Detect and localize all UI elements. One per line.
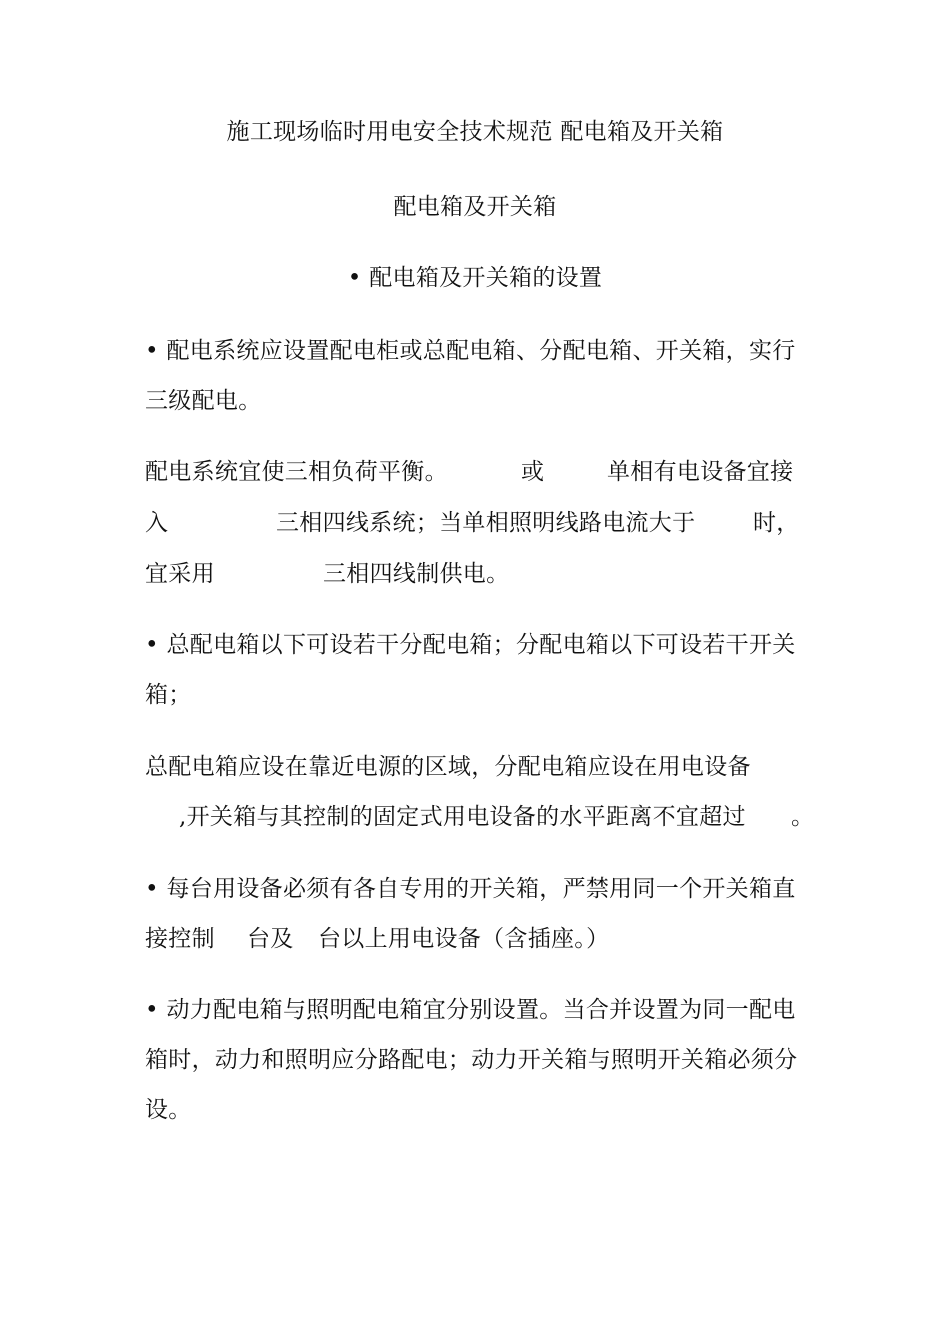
paragraph-2-line-1-part-2: 或 <box>521 459 545 485</box>
paragraph-4-line-2-part-2: 。 <box>791 804 815 830</box>
paragraph-2-line-3-part-2: 三相四线制供电。 <box>323 561 510 587</box>
paragraph-2-line-2 <box>145 508 825 538</box>
paragraph-2-line-3 <box>145 559 825 589</box>
paragraph-2-line-2-part-3: 时， <box>753 510 800 536</box>
paragraph-5-line-2-part-1: 接控制 <box>145 926 215 952</box>
paragraph-2-line-2-part-2: 三相四线系统；当单相照明线路电流大于 <box>276 510 696 536</box>
paragraph-1-line-1: • 配电系统应设置配电柜或总配电箱、分配电箱、开关箱，实行 <box>145 338 796 364</box>
document-subtitle: 配电箱及开关箱 <box>393 194 557 220</box>
paragraph-6-line-3: 设。 <box>145 1097 192 1123</box>
document-title: 施工现场临时用电安全技术规范 配电箱及开关箱 <box>226 119 724 145</box>
paragraph-4-line-2 <box>145 802 825 832</box>
section-heading: • 配电箱及开关箱的设置 <box>347 265 603 291</box>
paragraph-5-line-1: • 每台用设备必须有各自专用的开关箱，严禁用同一个开关箱直 <box>145 876 796 902</box>
paragraph-3-line-1: • 总配电箱以下可设若干分配电箱；分配电箱以下可设若干开关 <box>145 632 796 658</box>
paragraph-2-line-1-part-3: 单相有电设备宜接 <box>607 459 794 485</box>
paragraph-4-line-2-part-1: ,开关箱与其控制的固定式用电设备的水平距离不宜超过 <box>179 804 746 830</box>
paragraph-2-line-3-part-1: 宜采用 <box>145 561 215 587</box>
paragraph-6-line-1: • 动力配电箱与照明配电箱宜分别设置。当合并设置为同一配电 <box>145 997 796 1023</box>
paragraph-3-line-2: 箱； <box>145 682 192 708</box>
paragraph-4-line-1: 总配电箱应设在靠近电源的区域，分配电箱应设在用电设备 <box>145 754 751 780</box>
paragraph-5-line-2-part-3: 台以上用电设备（含插座。） <box>318 926 610 952</box>
paragraph-2-line-1 <box>145 457 825 487</box>
paragraph-2-line-2-part-1: 入 <box>145 510 169 536</box>
paragraph-6-line-2: 箱时，动力和照明应分路配电；动力开关箱与照明开关箱必须分 <box>145 1047 798 1073</box>
paragraph-5-line-2-part-2: 台及 <box>247 926 294 952</box>
paragraph-1-line-2: 三级配电。 <box>145 388 262 414</box>
paragraph-2-line-1-part-1: 配电系统宜使三相负荷平衡。 <box>145 459 448 485</box>
paragraph-5-line-2 <box>145 924 825 954</box>
